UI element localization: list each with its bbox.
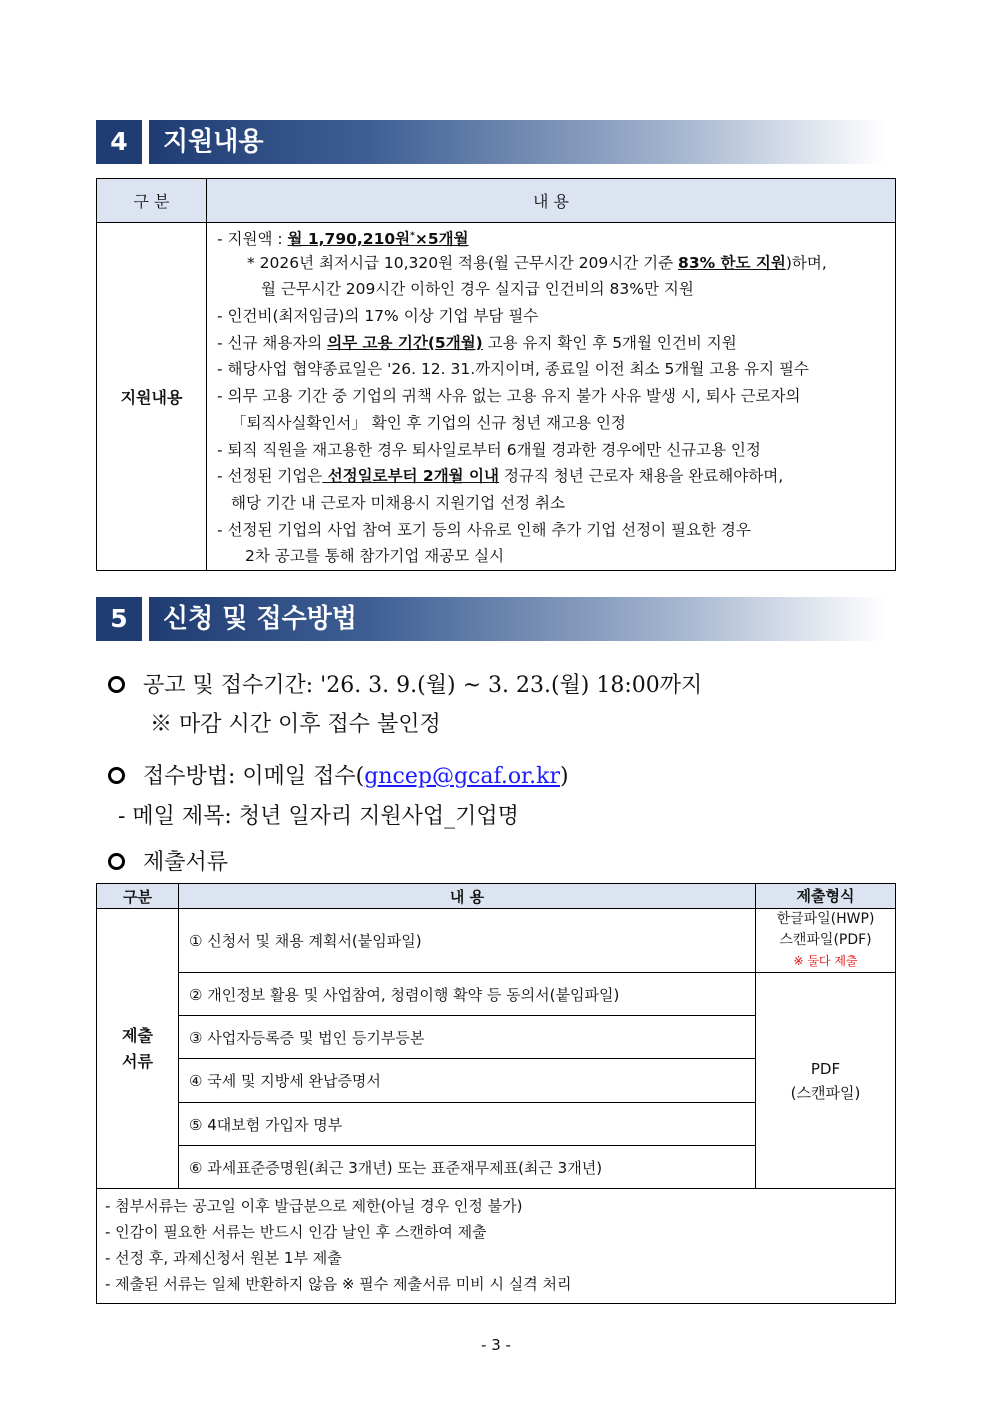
section-4-bar	[149, 120, 886, 164]
section-5-title: 신청 및 접수방법	[163, 604, 357, 634]
application-period: 공고 및 접수기간: '26. 3. 9.(월) ~ 3. 23.(월) 18:00까지	[108, 668, 702, 699]
mail-subject-note: - 메일 제목: 청년 일자리 지원사업_기업명	[118, 804, 519, 829]
section-4-header	[96, 120, 886, 164]
format-hwp-pdf: 한글파일(HWP) 스캔파일(PDF) ※ 둘다 제출	[756, 909, 896, 973]
header-category: 구 분	[97, 179, 207, 223]
min-wage-note-cont: 월 근무시간 209시간 이하인 경우 실지급 인건비의 83%만 지원	[261, 280, 694, 299]
section-4-title: 지원내용	[163, 127, 264, 157]
company-burden-line: - 인건비(최저임금)의 17% 이상 기업 부담 필수	[217, 307, 539, 326]
support-content-cell	[207, 223, 896, 571]
hiring-deadline-cont: 해당 기간 내 근로자 미채용시 지원기업 선정 취소	[231, 493, 565, 512]
both-submit-note: ※ 둘다 제출	[793, 954, 858, 968]
hiring-deadline-line: - 선정된 기업은 선정일로부터 2개월 이내 정규직 청년 근로자 채용을 완료해야하며,	[217, 467, 784, 486]
section-5-bar	[149, 597, 886, 641]
docs-note: - 선정 후, 과제신청서 원본 1부 제출	[105, 1249, 342, 1267]
docs-header-format: 제출형식	[756, 884, 896, 909]
support-amount-line: - 지원액 : 월 1,790,210원*×5개월	[217, 230, 469, 249]
support-content-table	[96, 178, 896, 571]
deadline-note: ※ 마감 시간 이후 접수 불인정	[150, 712, 441, 737]
docs-notes-cell	[97, 1189, 896, 1304]
docs-category-cell: 제출 서류	[97, 909, 179, 1189]
doc-row: ⑤ 4대보험 가입자 명부	[179, 1103, 756, 1146]
circle-bullet-icon	[108, 767, 125, 784]
doc-row: ① 신청서 및 채용 계획서(붙임파일)	[179, 909, 756, 973]
doc-row: ⑥ 과세표준증명원(최근 3개년) 또는 표준재무제표(최근 3개년)	[179, 1146, 756, 1189]
docs-note: - 첨부서류는 공고일 이후 발급분으로 제한(아닐 경우 인정 불가)	[105, 1197, 523, 1215]
agreement-end-line: - 해당사업 협약종료일은 '26. 12. 31.까지이며, 종료일 이전 최소 5개월 고용 유지 필수	[217, 360, 809, 379]
min-wage-note: * 2026년 최저시급 10,320원 적용(월 근무시간 209시간 기준 83% 한도 지원)하며,	[247, 253, 827, 272]
docs-header-category: 구분	[97, 884, 179, 909]
section-5-number: 5	[96, 597, 142, 641]
format-pdf: PDF (스캔파일)	[756, 973, 896, 1189]
docs-header-content: 내 용	[179, 884, 756, 909]
mandatory-period-line: - 신규 채용자의 의무 고용 기간(5개월) 고용 유지 확인 후 5개월 인건비 지원	[217, 333, 737, 352]
page-number: - 3 -	[481, 1336, 511, 1354]
submission-docs-heading: 제출서류	[108, 845, 228, 876]
support-amount: 월 1,790,210원*×5개월	[287, 230, 469, 249]
circle-bullet-icon	[108, 676, 125, 693]
rehire-line: - 퇴직 직원을 재고용한 경우 퇴사일로부터 6개월 경과한 경우에만 신규고용 인정	[217, 440, 761, 459]
docs-note: - 인감이 필요한 서류는 반드시 인감 날인 후 스캔하여 제출	[105, 1223, 487, 1241]
documents-table	[96, 883, 896, 1304]
doc-row: ② 개인정보 활용 및 사업참여, 청렴이행 확약 등 동의서(붙임파일)	[179, 973, 756, 1016]
header-content: 내 용	[207, 179, 896, 223]
email-link[interactable]: gncep@gcaf.or.kr	[364, 764, 560, 789]
doc-row: ③ 사업자등록증 및 법인 등기부등본	[179, 1016, 756, 1059]
doc-row: ④ 국세 및 지방세 완납증명서	[179, 1059, 756, 1103]
application-method: 접수방법: 이메일 접수(gncep@gcaf.or.kr)	[108, 759, 569, 790]
re-recruit-cont: 2차 공고를 통해 참가기업 재공모 실시	[245, 547, 505, 566]
row-label: 지원내용	[97, 223, 207, 571]
section-5-header	[96, 597, 886, 641]
docs-note: - 제출된 서류는 일체 반환하지 않음 ※ 필수 제출서류 미비 시 실격 처리	[105, 1275, 572, 1293]
retention-exception-line: - 의무 고용 기간 중 기업의 귀책 사유 없는 고용 유지 불가 사유 발생 시, 퇴사 근로자의	[217, 387, 801, 406]
retention-exception-cont: 「퇴직사실확인서」 확인 후 기업의 신규 청년 재고용 인정	[231, 413, 626, 432]
section-4-number: 4	[96, 120, 142, 164]
re-recruit-line: - 선정된 기업의 사업 참여 포기 등의 사유로 인해 추가 기업 선정이 필요한 경우	[217, 520, 751, 539]
circle-bullet-icon	[108, 853, 125, 870]
